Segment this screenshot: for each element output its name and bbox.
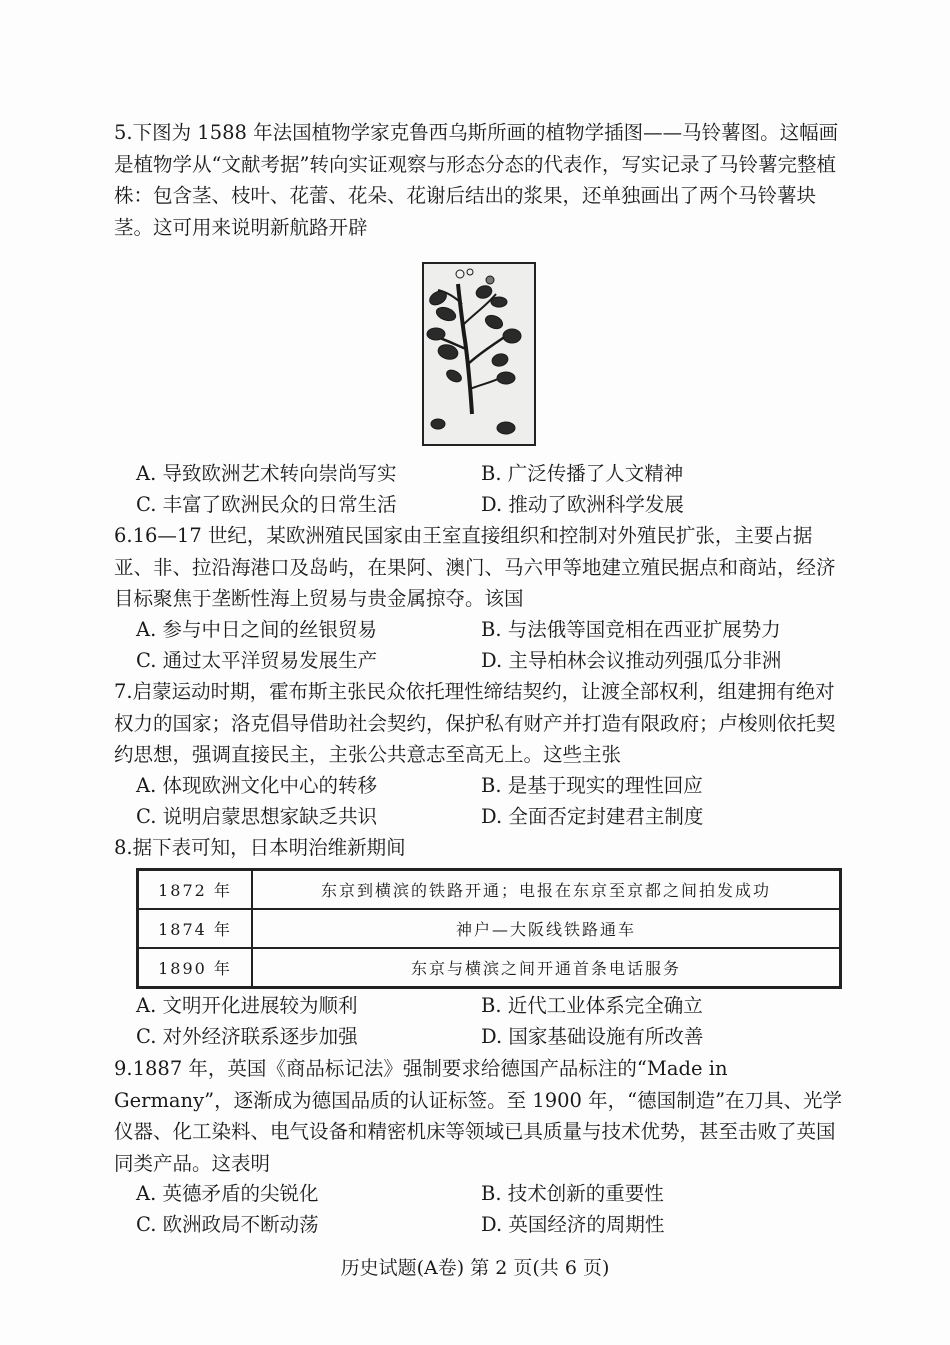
table-row bbox=[138, 909, 841, 948]
option-a[interactable]: A. 体现欧洲文化中心的转移 bbox=[136, 774, 377, 797]
question-8-stem: 8.据下表可知，日本明治维新期间 bbox=[114, 836, 406, 859]
table-year: 1872 年 bbox=[138, 870, 253, 910]
option-c[interactable]: C. 通过太平洋贸易发展生产 bbox=[136, 649, 378, 672]
option-a[interactable]: A. 导致欧洲艺术转向崇尚写实 bbox=[136, 462, 397, 485]
option-a[interactable]: A. 文明开化进展较为顺利 bbox=[136, 994, 358, 1017]
table-year: 1874 年 bbox=[138, 909, 253, 948]
option-b[interactable]: B. 近代工业体系完全确立 bbox=[481, 994, 703, 1017]
option-d[interactable]: D. 主导柏林会议推动列强瓜分非洲 bbox=[481, 649, 782, 672]
page-footer: 历史试题(A卷) 第 2 页(共 6 页) bbox=[340, 1257, 610, 1279]
option-a[interactable]: A. 英德矛盾的尖锐化 bbox=[136, 1182, 319, 1205]
option-b[interactable]: B. 与法俄等国竞相在西亚扩展势力 bbox=[481, 618, 781, 641]
option-a[interactable]: A. 参与中日之间的丝银贸易 bbox=[136, 618, 377, 641]
option-d[interactable]: D. 英国经济的周期性 bbox=[481, 1213, 665, 1236]
meiji-events-table bbox=[136, 868, 842, 989]
question-5 bbox=[114, 117, 849, 243]
option-d[interactable]: D. 推动了欧洲科学发展 bbox=[481, 493, 684, 516]
option-d[interactable]: D. 全面否定封建君主制度 bbox=[481, 805, 704, 828]
option-c[interactable]: C. 对外经济联系逐步加强 bbox=[136, 1025, 358, 1048]
potato-plant-drawing bbox=[424, 264, 534, 444]
question-7 bbox=[114, 676, 849, 771]
table-row bbox=[138, 948, 841, 988]
question-9 bbox=[114, 1053, 849, 1179]
table-event: 东京到横滨的铁路开通；电报在东京至京都之间拍发成功 bbox=[252, 870, 841, 910]
table-event: 神户—大阪线铁路通车 bbox=[252, 909, 841, 948]
table-row bbox=[138, 870, 841, 910]
potato-plant-illustration bbox=[422, 262, 536, 446]
table-year: 1890 年 bbox=[138, 948, 253, 988]
option-c[interactable]: C. 欧洲政局不断动荡 bbox=[136, 1213, 319, 1236]
table-event: 东京与横滨之间开通首条电话服务 bbox=[252, 948, 841, 988]
option-d[interactable]: D. 国家基础设施有所改善 bbox=[481, 1025, 704, 1048]
option-c[interactable]: C. 丰富了欧洲民众的日常生活 bbox=[136, 493, 397, 516]
option-b[interactable]: B. 广泛传播了人文精神 bbox=[481, 462, 684, 485]
question-9-stem: 9.1887 年，英国《商品标记法》强制要求给德国产品标注的“Made in Germany”，逐渐成为德国品质的认证标签。至 1900 年，“德国制造”在刀具、光学仪器、化工染料、电气设备和精密机床等领域已具质量与技术优势，甚至击败了英国同类产品。这表明 bbox=[114, 1057, 843, 1175]
question-6-stem: 6.16—17 世纪，某欧洲殖民国家由王室直接组织和控制对外殖民扩张，主要占据亚、非、拉沿海港口及岛屿，在果阿、澳门、马六甲等地建立殖民据点和商站，经济目标聚焦于垄断性海上贸易与贵金属掠夺。该国 bbox=[114, 524, 836, 610]
question-8 bbox=[114, 832, 849, 864]
question-7-stem: 7.启蒙运动时期，霍布斯主张民众依托理性缔结契约，让渡全部权利，组建拥有绝对权力的国家；洛克倡导借助社会契约，保护私有财产并打造有限政府；卢梭则依托契约思想，强调直接民主，主张公共意志至高无上。这些主张 bbox=[114, 680, 836, 766]
question-5-stem: 5.下图为 1588 年法国植物学家克鲁西乌斯所画的植物学插图——马铃薯图。这幅画是植物学从“文献考据”转向实证观察与形态分态的代表作，写实记录了马铃薯完整植株：包含茎、枝叶、花蕾、花朵、花谢后结出的浆果，还单独画出了两个马铃薯块茎。这可用来说明新航路开辟 bbox=[114, 121, 839, 239]
question-6 bbox=[114, 520, 849, 615]
option-b[interactable]: B. 技术创新的重要性 bbox=[481, 1182, 664, 1205]
option-b[interactable]: B. 是基于现实的理性回应 bbox=[481, 774, 703, 797]
option-c[interactable]: C. 说明启蒙思想家缺乏共识 bbox=[136, 805, 378, 828]
